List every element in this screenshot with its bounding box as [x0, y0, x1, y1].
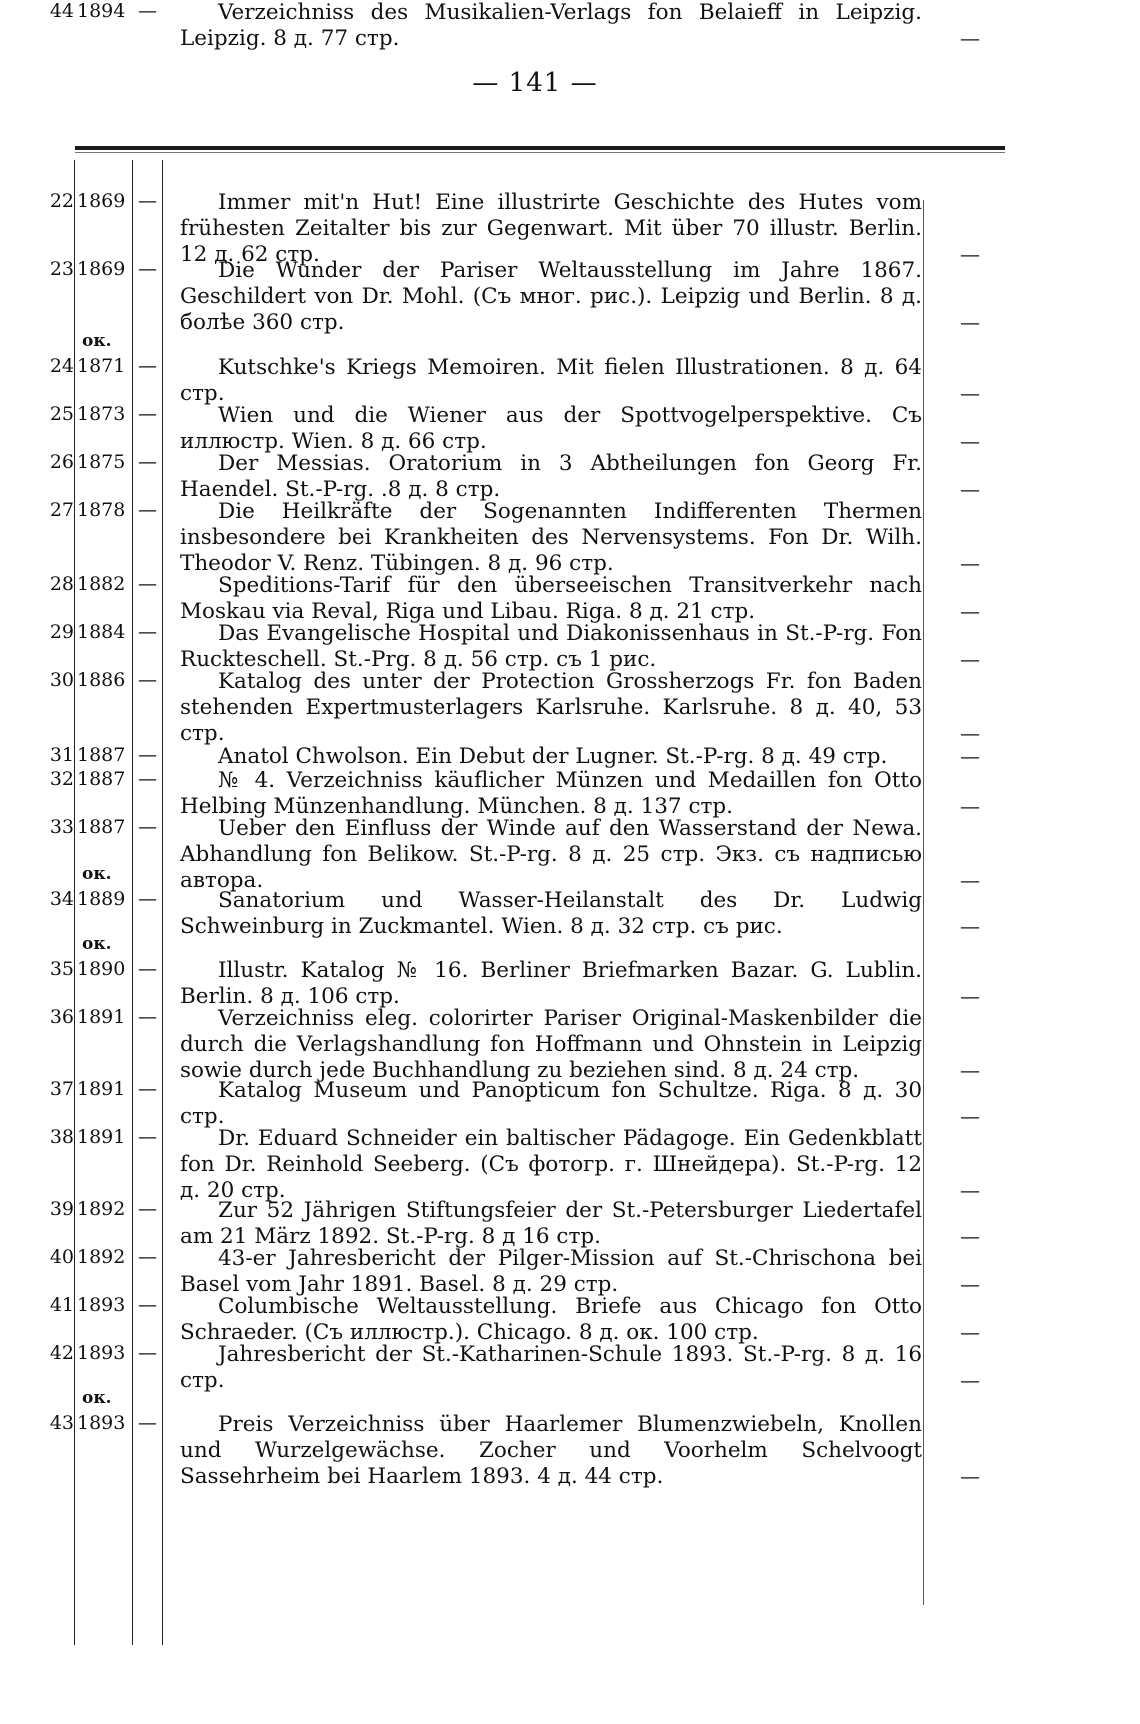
entry-dash: — [138, 958, 157, 980]
entry-number: 23 [49, 258, 74, 280]
entry-dash: — [138, 573, 157, 595]
entry-year: 1893 [77, 1294, 126, 1316]
entry-year: 1875 [77, 451, 126, 473]
entry-number: 37 [49, 1078, 74, 1100]
entry-dash: — [138, 1126, 157, 1148]
entry-number: 34 [49, 888, 74, 910]
entry-text: Illustr. Katalog № 16. Berliner Briefmarken Bazar. G. Lublin. Berlin. 8 д. 106 стр. [180, 958, 922, 1009]
entry-text: Immer mit'n Hut! Eine illustrirte Geschichte des Hutes vom frühesten Zeitalter bis zur Gegenwart. Mit über 70 illustr. Berlin. 12 д. 62 стр. [180, 190, 922, 267]
entry-end-dash: — [960, 914, 980, 938]
entry-year: 1884 [77, 621, 126, 643]
entry-number: 28 [49, 573, 74, 595]
entry-end-dash: — [960, 1320, 980, 1344]
entry-dash: — [138, 403, 157, 425]
entry-year: 1894 [77, 0, 126, 22]
entry-dash: — [138, 1006, 157, 1028]
entry-number: 25 [49, 403, 74, 425]
entry-dash: — [138, 1198, 157, 1220]
entry-dash: — [138, 1412, 157, 1434]
entry-dash: — [138, 816, 157, 838]
entry-text: Columbische Weltausstellung. Briefe aus Chicago fon Otto Schraeder. (Съ иллюстр.). Chicago. 8 д. ок. 100 стр. [180, 1294, 922, 1345]
entry-end-dash: — [960, 868, 980, 892]
entry-number: 44 [49, 0, 74, 22]
entry-text: № 4. Verzeichniss käuflicher Münzen und Medaillen fon Otto Helbing Münzenhandlung. München. 8 д. 137 стр. [180, 768, 922, 819]
entry-number: 31 [49, 744, 74, 766]
entry-text: Ueber den Einfluss der Winde auf den Wasserstand der Newa. Abhandlung fon Belikow. St.-P-rg. 8 д. 25 стр. Экз. съ надписью автора. [180, 816, 922, 893]
entry-number: 43 [49, 1412, 74, 1434]
entry-number: 39 [49, 1198, 74, 1220]
entry-dash: — [138, 1246, 157, 1268]
entry-end-dash: — [960, 599, 980, 623]
column-divider-right [923, 200, 924, 1605]
entry-year: 1882 [77, 573, 126, 595]
entry-text: Anatol Chwolson. Ein Debut der Lugner. St.-P-rg. 8 д. 49 стр. [218, 744, 888, 769]
entry-text: Wien und die Wiener aus der Spottvogelperspektive. Съ иллюстр. Wien. 8 д. 66 стр. [180, 403, 922, 454]
entry-end-dash: — [960, 794, 980, 818]
entry-dash: — [138, 190, 157, 212]
entry-number: 22 [49, 190, 74, 212]
entry-text: Das Evangelische Hospital und Diakonissenhaus in St.-P-rg. Fon Ruckteschell. St.-Prg. 8 д. 56 стр. съ 1 рис. [180, 621, 922, 672]
entry-dash: — [138, 669, 157, 691]
entry-dash: — [138, 744, 157, 766]
entry-end-dash: — [960, 242, 980, 266]
entry-text: Sanatorium und Wasser-Heilanstalt des Dr. Ludwig Schweinburg in Zuckmantel. Wien. 8 д. 32 стр. съ рис. [180, 888, 922, 939]
entry-year: 1886 [77, 669, 126, 691]
entry-year: 1891 [77, 1006, 126, 1028]
entry-dash: — [138, 1342, 157, 1364]
entry-year: 1890 [77, 958, 126, 980]
column-divider-left [74, 160, 75, 1645]
entry-number: 29 [49, 621, 74, 643]
entry-text: Kutschke's Kriegs Memoiren. Mit fielen Illustrationen. 8 д. 64 стр. [180, 355, 922, 406]
entry-year: 1887 [77, 768, 126, 790]
entry-end-dash: — [960, 429, 980, 453]
entry-text: Jahresbericht der St.-Katharinen-Schule 1893. St.-P-rg. 8 д. 16 стр. [180, 1342, 922, 1393]
entry-dash: — [138, 258, 157, 280]
entry-end-dash: — [960, 984, 980, 1008]
entry-text: Preis Verzeichniss über Haarlemer Blumenzwiebeln, Knollen und Wurzelgewächse. Zocher und Voorhelm Schelvoogt Sassehrheim bei Haarlem 1893. 4 д. 44 стр. [180, 1412, 922, 1489]
entry-end-dash: — [960, 744, 980, 768]
entry-text: Katalog Museum und Panopticum fon Schultze. Riga. 8 д. 30 стр. [180, 1078, 922, 1129]
entry-dash: — [138, 355, 157, 377]
entry-year: 1892 [77, 1246, 126, 1268]
entry-end-dash: — [960, 1224, 980, 1248]
entry-dash: — [138, 1294, 157, 1316]
entry-dash: — [138, 499, 157, 521]
column-divider-text [162, 160, 163, 1645]
entry-approx-marker: ок. [82, 331, 112, 351]
entry-end-dash: — [960, 1464, 980, 1488]
entry-end-dash: — [960, 381, 980, 405]
entry-end-dash: — [960, 647, 980, 671]
entry-end-dash: — [960, 721, 980, 745]
entry-end-dash: — [960, 1368, 980, 1392]
entry-number: 27 [49, 499, 74, 521]
entry-year: 1873 [77, 403, 126, 425]
entry-number: 26 [49, 451, 74, 473]
entry-text: Die Heilkräfte der Sogenannten Indifferenten Thermen insbesondere bei Krankheiten des Nervensystems. Fon Dr. Wilh. Theodor V. Renz. Tübingen. 8 д. 96 стр. [180, 499, 922, 576]
entry-year: 1887 [77, 744, 126, 766]
entry-year: 1892 [77, 1198, 126, 1220]
entry-dash: — [138, 768, 157, 790]
entry-end-dash: — [960, 1178, 980, 1202]
entry-end-dash: — [960, 477, 980, 501]
entry-year: 1891 [77, 1078, 126, 1100]
entry-dash: — [138, 0, 157, 22]
entry-year: 1893 [77, 1412, 126, 1434]
entry-approx-marker: ок. [82, 864, 112, 884]
entry-end-dash: — [960, 1104, 980, 1128]
entry-text: Verzeichniss des Musikalien-Verlags fon Belaieff in Leipzig. Leipzig. 8 д. 77 стр. [180, 0, 922, 51]
entry-text: Katalog des unter der Protection Grossherzogs Fr. fon Baden stehenden Expertmusterlagers Karlsruhe. Karlsruhe. 8 д. 40, 53 стр. [180, 669, 922, 746]
entry-number: 33 [49, 816, 74, 838]
entry-year: 1869 [77, 190, 126, 212]
header-rule [75, 146, 1005, 150]
entry-number: 32 [49, 768, 74, 790]
entry-text: Verzeichniss eleg. colorirter Pariser Original-Maskenbilder die durch die Verlagshandlung fon Hoffmann und Ohnstein in Leipzig sowie durch jede Buchhandlung zu beziehen sind. 8 д. 24 стр. [180, 1006, 922, 1083]
entry-text: Die Wunder der Pariser Weltausstellung im Jahre 1867. Geschildert von Dr. Mohl. (Съ мног. рис.). Leipzig und Berlin. 8 д. болѣе 360 стр. [180, 258, 922, 335]
entry-text: Der Messias. Oratorium in 3 Abtheilungen fon Georg Fr. Haendel. St.-P-rg. .8 д. 8 стр. [180, 451, 922, 502]
entry-end-dash: — [960, 1058, 980, 1082]
entry-number: 41 [49, 1294, 74, 1316]
entry-number: 35 [49, 958, 74, 980]
entry-text: Zur 52 Jährigen Stiftungsfeier der St.-Petersburger Liedertafel am 21 März 1892. St.-P-rg. 8 д 16 стр. [180, 1198, 922, 1249]
entry-number: 42 [49, 1342, 74, 1364]
entry-approx-marker: ок. [82, 1388, 112, 1408]
entry-text: Dr. Eduard Schneider ein baltischer Pädagoge. Ein Gedenkblatt fon Dr. Reinhold Seeberg. (Съ фотогр. г. Шнейдера). St.-P-rg. 12 д. 20 стр. [180, 1126, 922, 1203]
entry-number: 40 [49, 1246, 74, 1268]
entry-dash: — [138, 451, 157, 473]
entry-dash: — [138, 621, 157, 643]
entry-end-dash: — [960, 26, 980, 50]
entry-dash: — [138, 888, 157, 910]
entry-year: 1893 [77, 1342, 126, 1364]
entry-number: 24 [49, 355, 74, 377]
entry-dash: — [138, 1078, 157, 1100]
entry-year: 1869 [77, 258, 126, 280]
header-rule-thin [75, 152, 1005, 153]
entry-end-dash: — [960, 1272, 980, 1296]
entry-year: 1891 [77, 1126, 126, 1148]
entry-text: Speditions-Tarif für den überseeischen Transitverkehr nach Moskau via Reval, Riga und Libau. Riga. 8 д. 21 стр. [180, 573, 922, 624]
entry-number: 36 [49, 1006, 74, 1028]
entry-year: 1887 [77, 816, 126, 838]
page-number: — 141 — [472, 68, 598, 98]
entry-year: 1889 [77, 888, 126, 910]
entry-year: 1878 [77, 499, 126, 521]
entry-end-dash: — [960, 551, 980, 575]
entry-year: 1871 [77, 355, 126, 377]
entry-text: 43-er Jahresbericht der Pilger-Mission auf St.-Chrischona bei Basel vom Jahr 1891. Basel. 8 д. 29 стр. [180, 1246, 922, 1297]
entry-approx-marker: ок. [82, 934, 112, 954]
entry-number: 38 [49, 1126, 74, 1148]
entry-number: 30 [49, 669, 74, 691]
entry-end-dash: — [960, 310, 980, 334]
